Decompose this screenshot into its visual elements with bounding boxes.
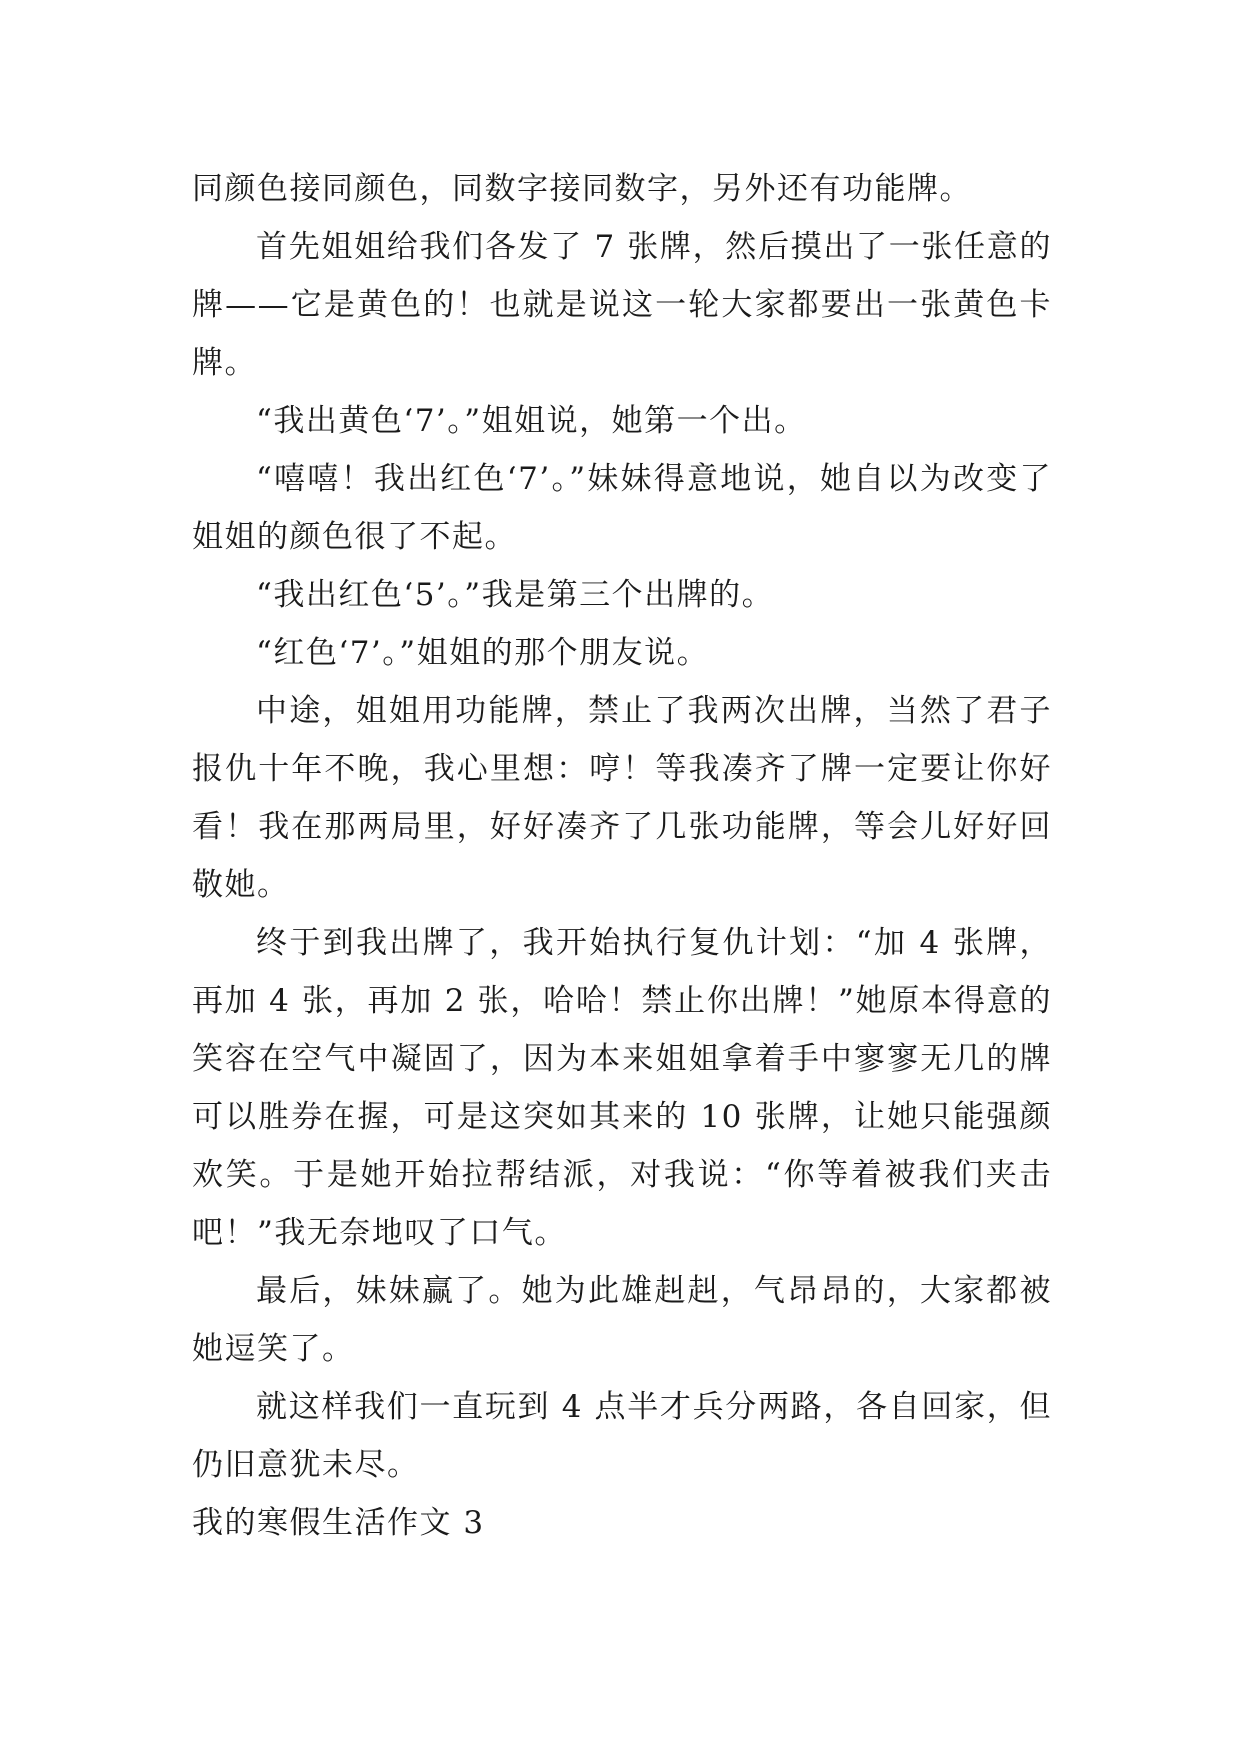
paragraph: “我出黄色‘7’。”姐姐说，她第一个出。 (256, 403, 807, 439)
paragraph: 最后，妹妹赢了。她为此雄赳赳，气昂昂的，大家都被她逗笑了。 (192, 1273, 1052, 1367)
paragraph: 终于到我出牌了，我开始执行复仇计划：“加 4 张牌，再加 4 张，再加 2 张，哈哈！禁止你出牌！”她原本得意的笑容在空气中凝固了，因为本来姐姐拿着手中寥寥无几的牌可以胜券在握，可是这突如其来的 10 张牌，让她只能强颜欢笑。于是她开始拉帮结派，对我说：“你等着被我们夹击吧！”我无奈地叹了口气。 (192, 925, 1052, 1251)
paragraph: 中途，姐姐用功能牌，禁止了我两次出牌，当然了君子报仇十年不晚，我心里想：哼！等我凑齐了牌一定要让你好看！我在那两局里，好好凑齐了几张功能牌，等会儿好好回敬她。 (192, 693, 1052, 903)
paragraph-continued: 同颜色接同颜色，同数字接同数字，另外还有功能牌。 (192, 171, 972, 207)
paragraph: 就这样我们一直玩到 4 点半才兵分两路，各自回家，但仍旧意犹未尽。 (192, 1389, 1052, 1483)
paragraph: “我出红色‘5’。”我是第三个出牌的。 (256, 577, 775, 613)
document-body (192, 160, 1052, 1552)
section-heading: 我的寒假生活作文 3 (192, 1505, 485, 1541)
paragraph: “红色‘7’。”姐姐的那个朋友说。 (256, 635, 710, 671)
paragraph: “嘻嘻！我出红色‘7’。”妹妹得意地说，她自以为改变了姐姐的颜色很了不起。 (192, 461, 1052, 555)
paragraph: 首先姐姐给我们各发了 7 张牌，然后摸出了一张任意的牌——它是黄色的！也就是说这一轮大家都要出一张黄色卡牌。 (192, 229, 1052, 381)
